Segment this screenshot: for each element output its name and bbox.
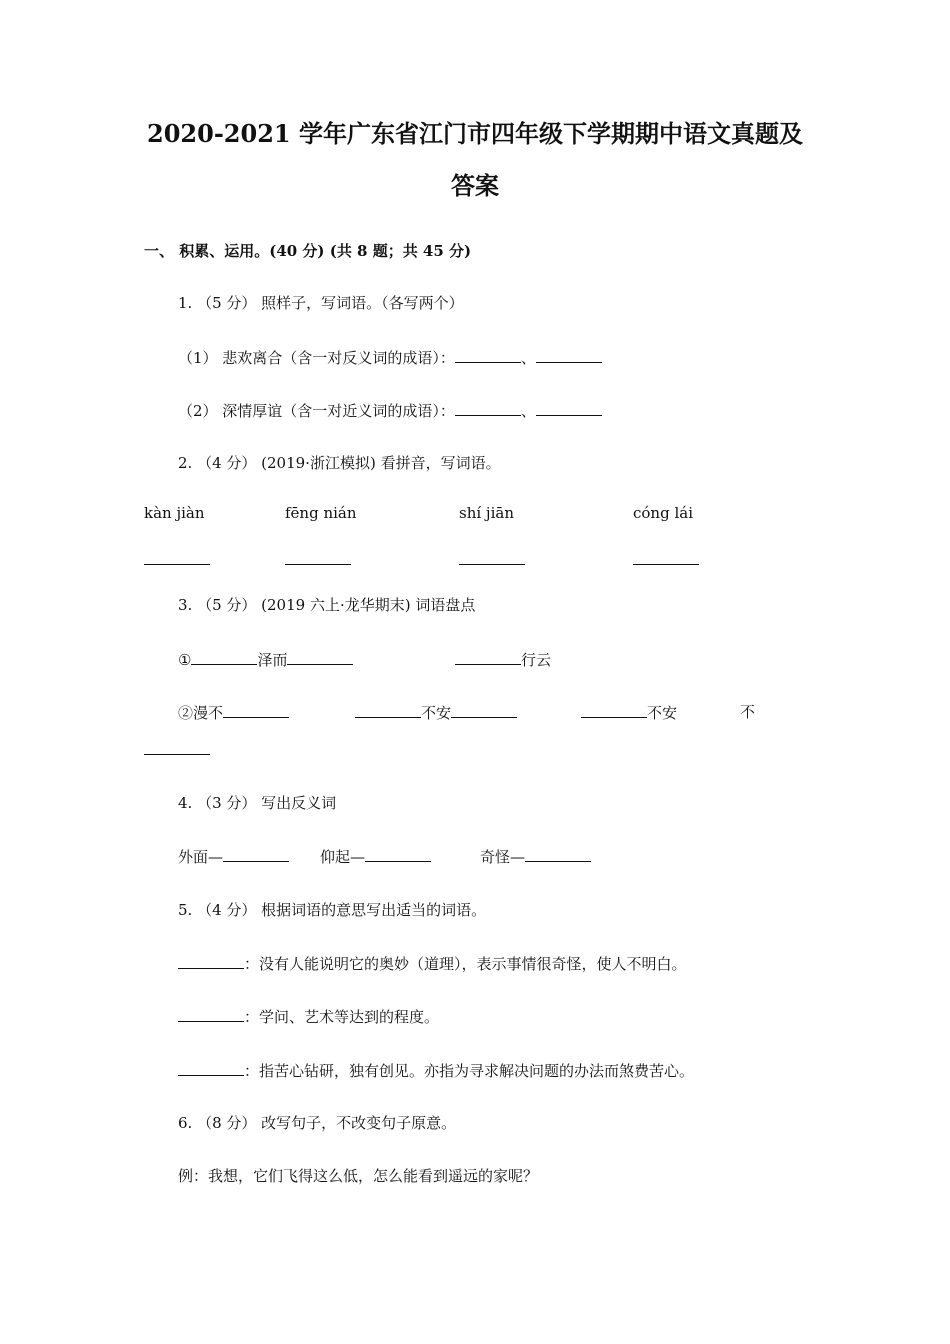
q3-row1-left bbox=[178, 648, 353, 671]
q3-row1-text: 泽而 bbox=[257, 651, 288, 669]
q6-stem: 6. （8 分） 改写句子，不改变句子原意。 bbox=[178, 1114, 457, 1132]
q3-row1-blank-2[interactable] bbox=[287, 648, 353, 665]
q4-item-3-text: 奇怪— bbox=[480, 848, 526, 866]
title-line-1: 2020-2021 学年广东省江门市四年级下学期期中语文真题及 bbox=[147, 119, 803, 148]
q3-row2-b bbox=[355, 701, 517, 724]
q6-example: 例：我想，它们飞得这么低，怎么能看到遥远的家呢？ bbox=[178, 1167, 539, 1185]
q1-sub2-blank-2[interactable] bbox=[536, 399, 602, 416]
q2-pinyin-3: shí jiān bbox=[459, 504, 514, 522]
q3-row2-blank-2[interactable] bbox=[355, 701, 421, 718]
q3-row2-text-c: 不安 bbox=[647, 704, 678, 722]
q4-stem: 4. （3 分） 写出反义词 bbox=[178, 794, 337, 812]
q3-row2-c bbox=[581, 701, 677, 724]
q4-item-2-blank[interactable] bbox=[365, 845, 431, 862]
q3-row2-blank-1[interactable] bbox=[223, 701, 289, 718]
q5-def-2 bbox=[178, 1005, 439, 1028]
q1-sub2-text: （2） 深情厚谊（含一对近义词的成语）： bbox=[178, 402, 455, 420]
q4-item-1-text: 外面— bbox=[178, 848, 224, 866]
q4-item-2 bbox=[320, 845, 431, 868]
q5-def-3-blank[interactable] bbox=[178, 1059, 244, 1076]
q4-item-1 bbox=[178, 845, 289, 868]
q5-def-2-blank[interactable] bbox=[178, 1005, 244, 1022]
q2-blank-2[interactable] bbox=[285, 548, 351, 565]
q3-row1-blank-3[interactable] bbox=[455, 648, 521, 665]
q5-def-1 bbox=[178, 952, 687, 975]
title-line-2: 答案 bbox=[451, 171, 499, 200]
q1-sub2 bbox=[178, 399, 602, 422]
q1-sub1-blank-2[interactable] bbox=[536, 346, 602, 363]
q4-item-3-blank[interactable] bbox=[525, 845, 591, 862]
q2-pinyin-1: kàn jiàn bbox=[144, 504, 205, 522]
q3-row2-a bbox=[178, 701, 289, 724]
q1-sub2-sep: 、 bbox=[520, 402, 536, 420]
q3-row2-blank-5[interactable] bbox=[144, 738, 210, 755]
q3-row2-blank-3[interactable] bbox=[451, 701, 517, 718]
q5-def-2-text: ：学问、艺术等达到的程度。 bbox=[244, 1008, 440, 1026]
section-heading: 一、 积累、运用。(40 分) (共 8 题；共 45 分) bbox=[144, 242, 472, 260]
q2-stem: 2. （4 分） (2019·浙江模拟) 看拼音，写词语。 bbox=[178, 454, 501, 472]
q3-row2-d: 不 bbox=[740, 703, 756, 721]
q5-stem: 5. （4 分） 根据词语的意思写出适当的词语。 bbox=[178, 901, 487, 919]
q4-item-3 bbox=[480, 845, 591, 868]
q2-blank-1[interactable] bbox=[144, 548, 210, 565]
q3-row1-text-2: 行云 bbox=[521, 651, 552, 669]
q3-row1-marker: ① bbox=[178, 651, 192, 669]
q3-stem: 3. （5 分） (2019 六上·龙华期末) 词语盘点 bbox=[178, 596, 476, 614]
q4-item-2-text: 仰起— bbox=[320, 848, 366, 866]
q4-item-1-blank[interactable] bbox=[223, 845, 289, 862]
q1-sub1-blank-1[interactable] bbox=[455, 346, 521, 363]
q3-row2-text-a: ②漫不 bbox=[178, 704, 224, 722]
q2-pinyin-2: fēng nián bbox=[285, 504, 357, 522]
q1-stem: 1. （5 分） 照样子，写词语。（各写两个） bbox=[178, 294, 464, 312]
q2-blank-3[interactable] bbox=[459, 548, 525, 565]
q5-def-3-text: ：指苦心钻研，独有创见。亦指为寻求解决问题的办法而煞费苦心。 bbox=[244, 1062, 695, 1080]
q1-sub1-text: （1） 悲欢离合（含一对反义词的成语）： bbox=[178, 349, 455, 367]
q1-sub1 bbox=[178, 346, 602, 369]
page-title bbox=[100, 108, 850, 212]
q3-row2-text-b: 不安 bbox=[421, 704, 452, 722]
q2-blank-4[interactable] bbox=[633, 548, 699, 565]
q3-row2-blank-4[interactable] bbox=[581, 701, 647, 718]
q2-pinyin-4: cóng lái bbox=[633, 504, 693, 522]
q3-row1-blank-1[interactable] bbox=[191, 648, 257, 665]
q3-row1-right bbox=[455, 648, 551, 671]
q5-def-1-blank[interactable] bbox=[178, 952, 244, 969]
q5-def-3 bbox=[178, 1059, 694, 1082]
q1-sub2-blank-1[interactable] bbox=[455, 399, 521, 416]
q5-def-1-text: ：没有人能说明它的奥妙（道理），表示事情很奇怪，使人不明白。 bbox=[244, 955, 687, 973]
q1-sub1-sep: 、 bbox=[520, 349, 536, 367]
